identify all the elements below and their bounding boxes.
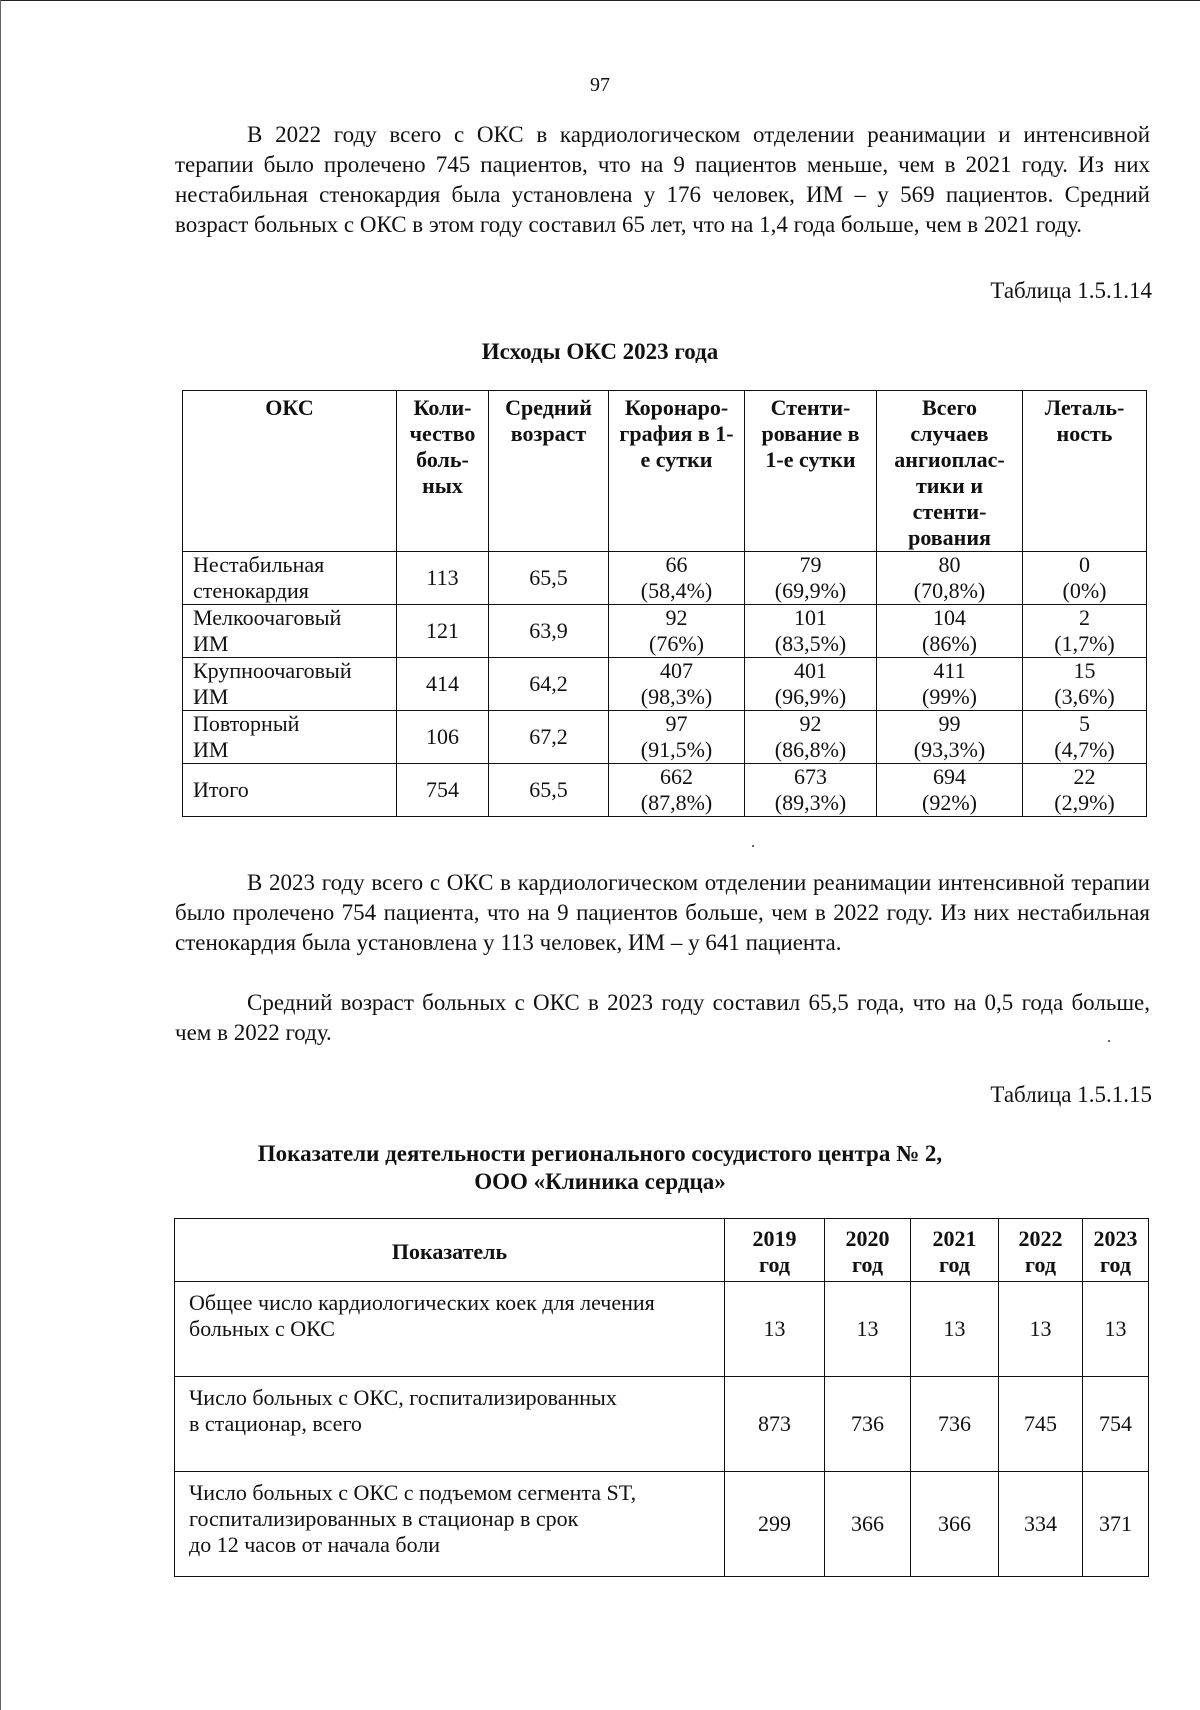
cell-stenting: 79 (69,9%): [745, 552, 877, 605]
col-header-age: Средний возраст: [489, 391, 609, 552]
outcomes-table-header: [183, 391, 1147, 552]
cell-coronarography: 97 (91,5%): [609, 711, 745, 764]
table-row: [183, 711, 1147, 764]
col-header-year: 2023 год: [1083, 1219, 1149, 1282]
paragraph-2022-text: В 2022 году всего с ОКС в кардиологическом отделении реанимации и интенсивной терапии было пролечено 745 пациентов, что на 9 пациентов меньше, чем в 2021 году. Из них нестабильная стенокардия была установлена у 176 человек, ИМ – у 569 пациентов. Средний возраст больных с ОКС в этом году составил 65 лет, что на 1,4 года больше, чем в 2021 году.: [175, 122, 1150, 237]
row-label: Мелкоочаговый ИМ: [183, 605, 397, 658]
cell-lethality: 2 (1,7%): [1023, 605, 1147, 658]
page-top-edge: [0, 0, 1200, 1]
cell-age: 67,2: [489, 711, 609, 764]
cell-total-angioplasty: 80 (70,8%): [877, 552, 1023, 605]
col-header-coronarography: Коронаро-графия в 1-е сутки: [609, 391, 745, 552]
table2-label: Таблица 1.5.1.15: [990, 1082, 1152, 1107]
cell-value: 13: [1083, 1282, 1149, 1377]
col-header-indicator: Показатель: [175, 1219, 725, 1282]
col-header-year: 2021 год: [911, 1219, 999, 1282]
cell-stenting: 101 (83,5%): [745, 605, 877, 658]
cell-lethality: 22 (2,9%): [1023, 764, 1147, 817]
cell-coronarography: 92 (76%): [609, 605, 745, 658]
outcomes-table: [182, 390, 1147, 817]
cell-total-angioplasty: 411 (99%): [877, 658, 1023, 711]
cell-value: 13: [911, 1282, 999, 1377]
table1-label: Таблица 1.5.1.14: [990, 278, 1152, 303]
cell-total-angioplasty: 694 (92%): [877, 764, 1023, 817]
paragraph-age-text: Средний возраст больных с ОКС в 2023 году составил 65,5 года, что на 0,5 года больше, чем в 2022 году.: [175, 990, 1150, 1045]
col-header-total-angioplasty: Всего случаев ангиоплас-тики и стенти-рования: [877, 391, 1023, 552]
cell-value: 371: [1083, 1472, 1149, 1577]
cell-age: 63,9: [489, 605, 609, 658]
cell-lethality: 0 (0%): [1023, 552, 1147, 605]
cell-stenting: 401 (96,9%): [745, 658, 877, 711]
table-row: [183, 658, 1147, 711]
cell-count: 121: [397, 605, 489, 658]
row-label: Общее число кардиологических коек для лечения больных с ОКС: [175, 1282, 725, 1377]
center-indicators-table: [174, 1218, 1149, 1577]
table1-title: Исходы ОКС 2023 года: [481, 339, 719, 364]
center-indicators-header: [175, 1219, 1149, 1282]
paragraph-2023-summary: [175, 868, 1150, 958]
table2-title: Показатели деятельности регионального сосудистого центра № 2, ООО «Клиника сердца»: [257, 1141, 943, 1194]
table-row: [175, 1377, 1149, 1472]
col-header-year: 2020 год: [825, 1219, 911, 1282]
col-header-year: 2022 год: [999, 1219, 1083, 1282]
cell-value: 13: [825, 1282, 911, 1377]
row-label: Повторный ИМ: [183, 711, 397, 764]
scan-speck: [752, 845, 754, 847]
cell-value: 366: [825, 1472, 911, 1577]
cell-value: 873: [725, 1377, 825, 1472]
page-left-edge: [0, 0, 1, 1710]
cell-value: 13: [725, 1282, 825, 1377]
cell-total-angioplasty: 99 (93,3%): [877, 711, 1023, 764]
table-row: [175, 1472, 1149, 1577]
col-header-oks: ОКС: [183, 391, 397, 552]
scan-speck: [1108, 1040, 1110, 1042]
cell-value: 366: [911, 1472, 999, 1577]
cell-value: 736: [911, 1377, 999, 1472]
cell-value: 13: [999, 1282, 1083, 1377]
paragraph-2023-text: В 2023 году всего с ОКС в кардиологическом отделении реанимации интенсивной терапии было пролечено 754 пациента, что на 9 пациентов больше, чем в 2022 году. Из них нестабильная стенокардия была установлена у 113 человек, ИМ – у 641 пациента.: [175, 870, 1150, 955]
table-row: [175, 1282, 1149, 1377]
cell-coronarography: 407 (98,3%): [609, 658, 745, 711]
cell-count: 414: [397, 658, 489, 711]
cell-lethality: 5 (4,7%): [1023, 711, 1147, 764]
cell-lethality: 15 (3,6%): [1023, 658, 1147, 711]
table-row: [183, 552, 1147, 605]
row-label: Итого: [183, 764, 397, 817]
cell-value: 754: [1083, 1377, 1149, 1472]
row-label: Крупноочаговый ИМ: [183, 658, 397, 711]
row-label: Число больных с ОКС, госпитализированных в стационар, всего: [175, 1377, 725, 1472]
cell-coronarography: 662 (87,8%): [609, 764, 745, 817]
col-header-year: 2019 год: [725, 1219, 825, 1282]
cell-age: 65,5: [489, 764, 609, 817]
row-label: Число больных с ОКС с подъемом сегмента ST, госпитализированных в стационар в срок до 12 часов от начала боли: [175, 1472, 725, 1577]
paragraph-age-summary: [175, 988, 1150, 1048]
cell-count: 754: [397, 764, 489, 817]
cell-value: 334: [999, 1472, 1083, 1577]
cell-count: 106: [397, 711, 489, 764]
cell-stenting: 673 (89,3%): [745, 764, 877, 817]
cell-age: 65,5: [489, 552, 609, 605]
cell-value: 745: [999, 1377, 1083, 1472]
col-header-lethality: Леталь-ность: [1023, 391, 1147, 552]
paragraph-2022-summary: [175, 120, 1150, 240]
cell-value: 736: [825, 1377, 911, 1472]
col-header-stenting: Стенти-рование в 1-е сутки: [745, 391, 877, 552]
cell-stenting: 92 (86,8%): [745, 711, 877, 764]
row-label: Нестабильная стенокардия: [183, 552, 397, 605]
cell-total-angioplasty: 104 (86%): [877, 605, 1023, 658]
table-row-total: [183, 764, 1147, 817]
page-number: 97: [590, 74, 610, 96]
cell-count: 113: [397, 552, 489, 605]
col-header-count: Коли-чество боль-ных: [397, 391, 489, 552]
cell-age: 64,2: [489, 658, 609, 711]
table-row: [183, 605, 1147, 658]
cell-coronarography: 66 (58,4%): [609, 552, 745, 605]
cell-value: 299: [725, 1472, 825, 1577]
